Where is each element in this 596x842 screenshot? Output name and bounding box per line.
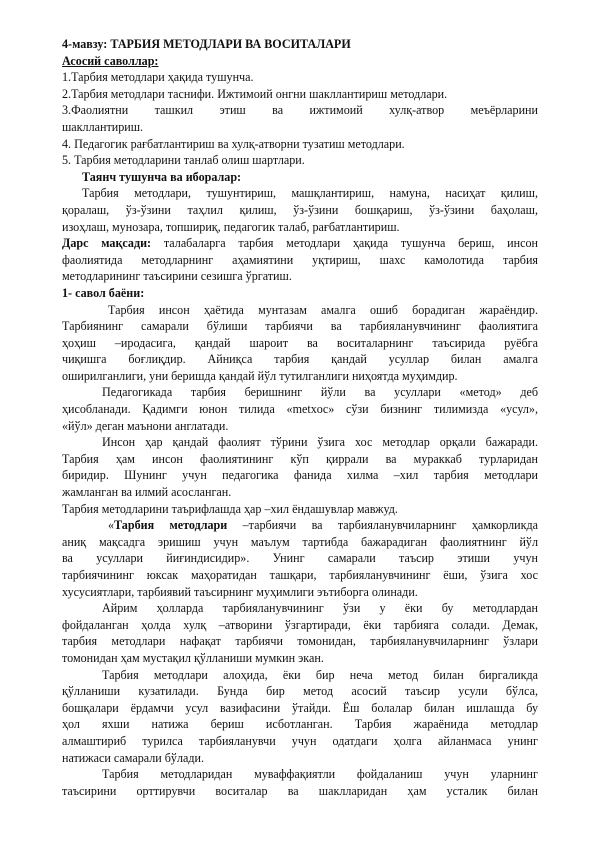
- paragraph-line: Тарбиянинг самарали бўлиши тарбиячи ва тарбияланувчининг фаолиятига: [62, 319, 538, 334]
- paragraph-line: ҳисобланади. Қадимги юнон тилида «metxoc» сўзи бизнинг тилимизда «усул»,: [62, 402, 538, 417]
- question-item: 4. Педагогик рағбатлантириш ва хулқ-атворни тузатиш методлари.: [62, 136, 405, 151]
- paragraph-line: жамланган ва илмий асосланган.: [62, 485, 232, 500]
- definition-line: хусусиятлари, тарбиявий таъсирнинг муҳимлиги эътиборга олинади.: [62, 584, 418, 599]
- key-concepts-label: Таянч тушунча ва иборалар:: [82, 169, 242, 184]
- paragraph-line: ҳол яхши натижа бериш исботланган. Тарбия жараёнида методлар: [62, 717, 538, 732]
- paragraph-line: Тарбия ҳам инсон фаолиятининг кўп қиррали ва мураккаб турларидан: [62, 451, 538, 466]
- definition-line: тарбиячининг юксак маҳоратидан ташқари, тарбияланувчининг ёши, ўзига хос: [62, 568, 538, 582]
- question-item: 2.Тарбия методлари таснифи. Ижтимоий онгни шакллантириш методлари.: [62, 86, 448, 101]
- definition-text: –тарбиячи ва тарбияланувчиларнинг ҳамкорликда: [227, 518, 538, 533]
- paragraph-line: Тарбия методлари алоҳида, ёки бир неча метод билан биргаликда: [102, 667, 538, 682]
- paragraph-line: қўлланиши кузатилади. Бунда бир метод асосий таъсир усули бўлса,: [62, 684, 538, 699]
- question-item: 3.Фаолиятни ташкил этиш ва ижтимоий хулқ-атвор меъёрларини: [62, 103, 538, 118]
- lesson-goal-line: [62, 235, 538, 252]
- key-concepts-line: Тарбия методлари, тушунтириш, машқлантириш, намуна, насиҳат қилиш,: [82, 186, 538, 201]
- paragraph-line: Инсон ҳар қандай фаолият тўрини ўзига хос методлар орқали бажаради.: [102, 435, 538, 450]
- paragraph-line: Айрим ҳолларда тарбияланувчининг ўзи у ёки бу методлардан: [102, 601, 538, 616]
- paragraph-line: «йўл» деган маънони англатади.: [62, 418, 229, 433]
- lesson-goal-line: методларининг таъсирини сезишга ўргатиш.: [62, 269, 292, 284]
- definition-line: [62, 517, 538, 534]
- key-concepts-line: изоҳлаш, мунозара, топшириқ, педагогик талаб, рағбатлантириш.: [62, 219, 400, 234]
- paragraph-line: Тарбия методларини таърифлашда ҳар –хил ёндашувлар мавжуд.: [62, 501, 398, 516]
- question-item: 5. Тарбия методларини танлаб олиш шартлари.: [62, 153, 305, 168]
- lesson-title: 4-мавзу: ТАРБИЯ МЕТОДЛАРИ ВА ВОСИТАЛАРИ: [62, 37, 351, 51]
- paragraph-line: таъсирини орттирувчи воситалар ва шаклларидан ҳам усталик билан: [62, 783, 538, 798]
- section-label: 1- савол баёни:: [62, 285, 145, 300]
- key-concepts-line: қоралаш, ўз-ўзини таҳлил қилиш, ўз-ўзини бошқариш, ўз-ўзини баҳолаш,: [62, 202, 538, 217]
- lesson-goal-label: Дарс мақсади:: [62, 236, 152, 251]
- paragraph-line: оширилганлиги, уни беришда қандай йўл тутилганлиги ниҳоятда муҳимдир.: [62, 368, 458, 383]
- lesson-goal-line: фаолиятида методларнинг аҳамиятини уқтириш, шахс камолотида тарбия: [62, 252, 538, 267]
- paragraph-line: томонидан ҳам мустақил қўлланиши мумкин экан.: [62, 650, 324, 665]
- paragraph-line: ҳоҳиш –иродасига, қандай шароит ва воситаларнинг таъсирида руёбга: [62, 335, 538, 350]
- lesson-goal-text: талабаларга тарбия методлари ҳақида тушунча бериш, инсон: [151, 236, 538, 251]
- paragraph-line: бошқалари ёрдамчи усул вазифасини ўтайди. Ёш болалар билан ишлашда бу: [62, 700, 538, 715]
- paragraph-line: Педагогикада тарбия беришнинг йўли ва усуллари «метод» деб: [102, 385, 538, 400]
- paragraph-line: фойдаланган ҳолда хулқ –атворини ўзгартиради, ёки тарбияга солади. Демак,: [62, 617, 538, 632]
- paragraph-line: чиқишга боғлиқдир. Айниқса тарбия қандай усуллар билан амалга: [62, 352, 538, 367]
- paragraph-line: тарбия методлари нафақат тарбиячи томонидан, тарбияланувчиларнинг ўзлари: [62, 634, 538, 649]
- definition-line: аниқ мақсадга эришиш учун маълум тартибда бажарадиган фаолиятнинг йўл: [62, 534, 538, 549]
- definition-line: ва усуллари йиғиндисидир». Унинг самарали таъсир этиши учун: [62, 551, 538, 566]
- questions-label: Асосий саволлар:: [62, 53, 159, 68]
- paragraph-line: биридир. Шунинг учун педагогика фанида хилма –хил тарбия методлари: [62, 468, 538, 483]
- question-item: 1.Тарбия методлари ҳақида тушунча.: [62, 70, 254, 85]
- definition-term: Тарбия методлари: [114, 518, 228, 533]
- document-page: [62, 36, 538, 799]
- paragraph-line: алмаштириб турилса тарбияланувчи учун одатдаги ҳолга айланмаса унинг: [62, 733, 538, 748]
- definition-quote: «: [108, 518, 115, 533]
- paragraph-line: натижаси самарали бўлади.: [62, 750, 204, 765]
- paragraph-line: Тарбия инсон ҳаётида мунтазам амалга ошиб борадиган жараёндир.: [108, 302, 538, 317]
- question-item: шакллантириш.: [62, 119, 144, 134]
- paragraph-line: Тарбия методларидан муваффақиятли фойдаланиш учун уларнинг: [102, 767, 538, 782]
